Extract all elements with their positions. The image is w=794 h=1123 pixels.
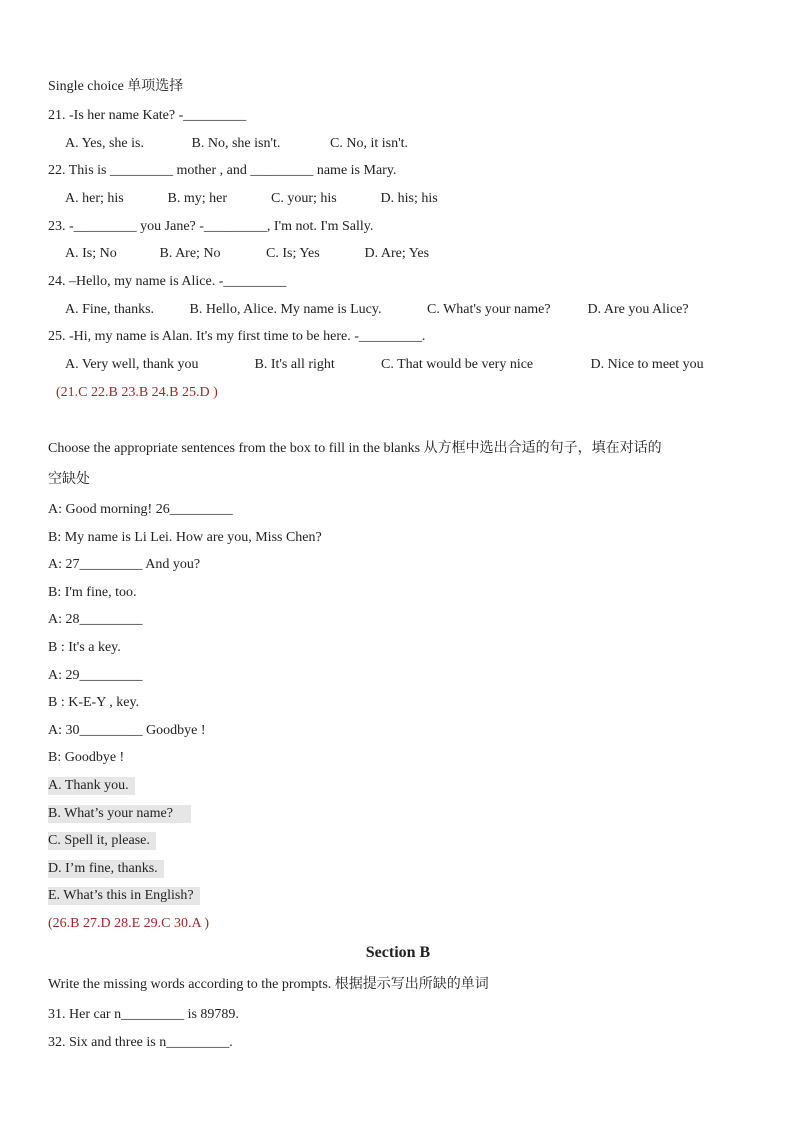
option: C. That would be very nice: [381, 357, 534, 372]
dialogue-line: B: I'm fine, too.: [48, 585, 137, 600]
section-box-title-line1: Choose the appropriate sentences from the box to fill in the blanks 从方框中选出合适的句子，填在对话的: [48, 441, 662, 456]
box-choice: B. What’s your name?: [48, 805, 191, 823]
option: D. his; his: [380, 191, 438, 206]
option: B. Hello, Alice. My name is Lucy.: [189, 302, 382, 317]
option: C. your; his: [271, 191, 337, 206]
option: A. Fine, thanks.: [65, 302, 155, 317]
option: D. Nice to meet you: [590, 357, 704, 372]
option: B. Are; No: [159, 246, 221, 261]
option: B. No, she isn't.: [191, 136, 281, 151]
question-24-options: [65, 301, 689, 319]
option: B. my; her: [167, 191, 227, 206]
question-23: 23. -_________ you Jane? -_________, I'm not. I'm Sally.: [48, 219, 374, 234]
option: A. Yes, she is.: [65, 136, 144, 151]
section-a-answers: (21.C 22.B 23.B 24.B 25.D ): [56, 385, 218, 400]
section-b-instruction: Write the missing words according to the prompts. 根据提示写出所缺的单词: [48, 977, 489, 992]
option: C. Is; Yes: [266, 246, 320, 261]
dialogue-line: B: My name is Li Lei. How are you, Miss Chen?: [48, 530, 322, 545]
question-32: 32. Six and three is n_________.: [48, 1035, 233, 1050]
section-a-title: Single choice 单项选择: [48, 79, 184, 94]
option: A. her; his: [65, 191, 124, 206]
option: B. It's all right: [254, 357, 335, 372]
option: D. Are; Yes: [364, 246, 430, 261]
dialogue-line: A: 28_________: [48, 612, 143, 627]
question-22-options: [65, 190, 438, 208]
box-choice: D. I’m fine, thanks.: [48, 860, 164, 878]
question-25-options: [65, 356, 704, 374]
question-23-options: [65, 245, 429, 263]
question-22: 22. This is _________ mother , and _________ name is Mary.: [48, 163, 397, 178]
question-31: 31. Her car n_________ is 89789.: [48, 1007, 239, 1022]
question-21: 21. -Is her name Kate? -_________: [48, 108, 247, 123]
dialogue-line: B: Goodbye !: [48, 750, 125, 765]
dialogue-line: B : K-E-Y , key.: [48, 695, 140, 710]
option: C. What's your name?: [427, 302, 551, 317]
dialogue-line: A: 27_________ And you?: [48, 557, 201, 572]
option: A. Very well, thank you: [65, 357, 199, 372]
section-box-title-line2: 空缺处: [48, 472, 90, 487]
section-b-heading: Section B: [365, 944, 431, 961]
box-choice: A. Thank you.: [48, 777, 135, 795]
section-box-answers: (26.B 27.D 28.E 29.C 30.A ): [48, 916, 209, 931]
question-21-options: [65, 135, 408, 153]
option: A. Is; No: [65, 246, 117, 261]
dialogue-line: B : It's a key.: [48, 640, 121, 655]
dialogue-line: A: 30_________ Goodbye !: [48, 723, 206, 738]
box-choice: E. What’s this in English?: [48, 887, 200, 905]
dialogue-line: A: 29_________: [48, 668, 143, 683]
dialogue-line: A: Good morning! 26_________: [48, 502, 233, 517]
option: C. No, it isn't.: [330, 136, 408, 151]
question-25: 25. -Hi, my name is Alan. It's my first time to be here. -_________.: [48, 329, 426, 344]
box-choice: C. Spell it, please.: [48, 832, 156, 850]
question-24: 24. –Hello, my name is Alice. -_________: [48, 274, 287, 289]
option: D. Are you Alice?: [587, 302, 689, 317]
